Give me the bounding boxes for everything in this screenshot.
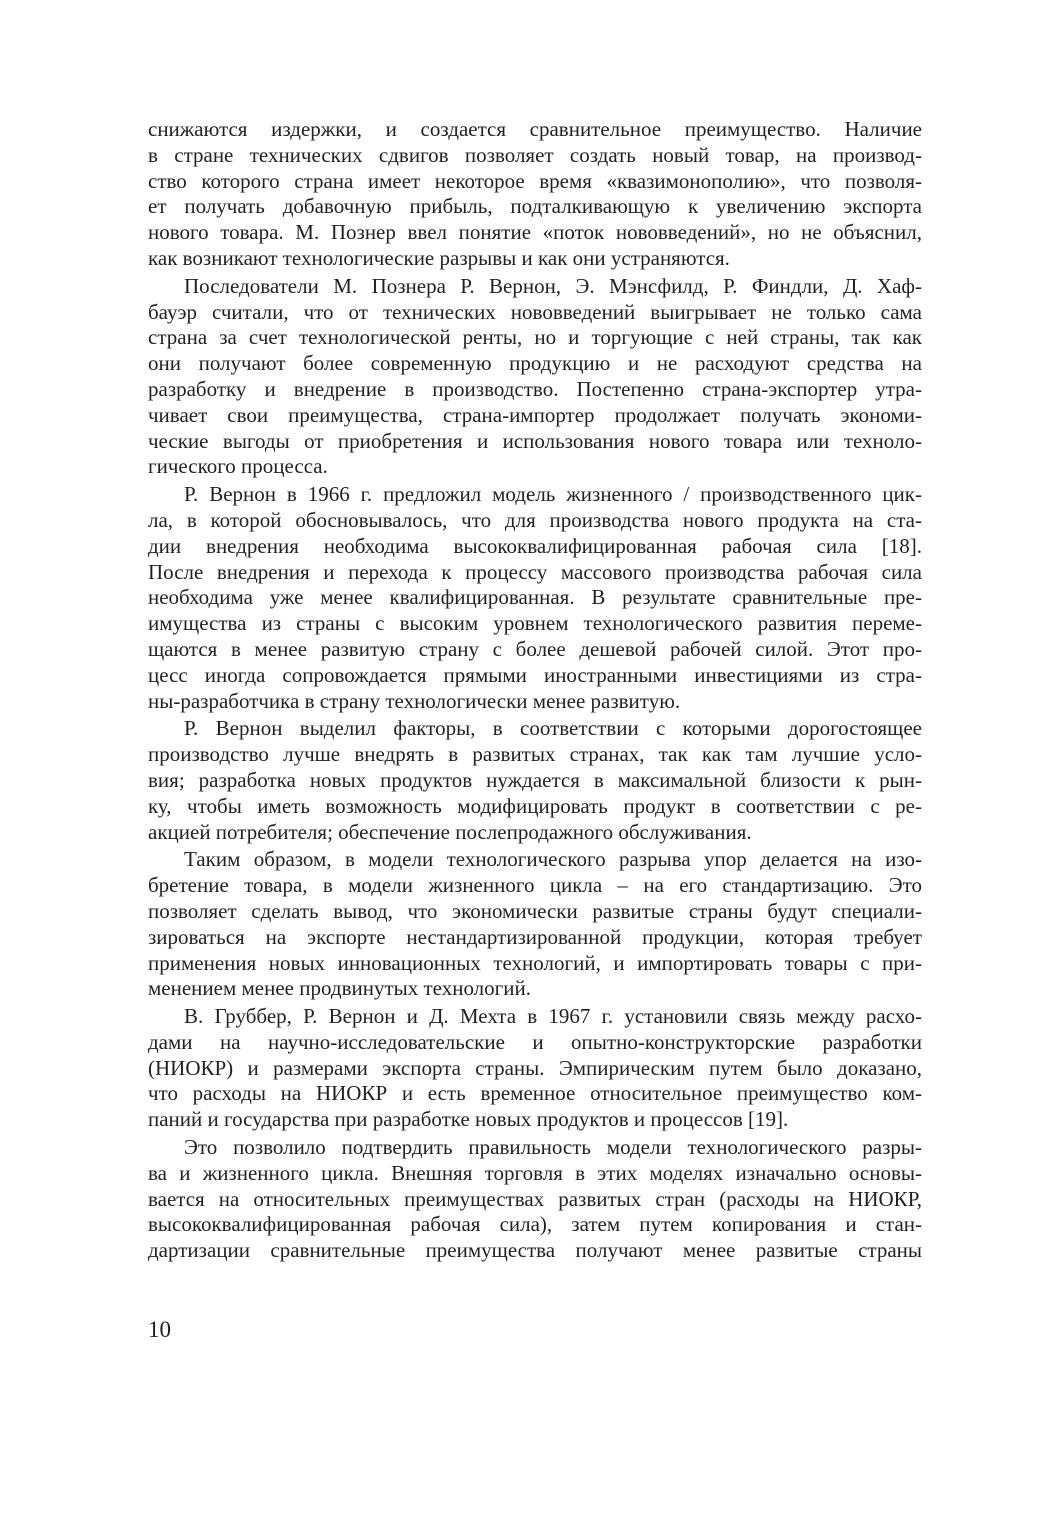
text-line: (НИОКР) и размерами экспорта страны. Эмпирическим путем было доказано, [148, 1055, 922, 1080]
text-line: ва и жизненного цикла. Внешняя торговля в этих моделях изначально основы- [148, 1160, 922, 1185]
text-line: как возникают технологические разрывы и как они устраняются. [148, 245, 730, 270]
text-line: менением менее продвинутых технологий. [148, 976, 531, 1001]
text-line: бретение товара, в модели жизненного цикла – на его стандартизацию. Это [148, 873, 922, 898]
text-line: ны-разработчика в страну технологически менее развитую. [148, 688, 681, 713]
paragraph-1 [148, 117, 922, 272]
text-line: Таким образом, в модели технологического разрыва упор делается на изо- [184, 847, 922, 872]
text-line: цесс иногда сопровождается прямыми иностранными инвестициями из стра- [148, 662, 922, 687]
text-line: гического процесса. [148, 454, 328, 479]
paragraph-3 [148, 482, 922, 714]
text-line: ет получать добавочную прибыль, подталкивающую к увеличению экспорта [148, 194, 922, 219]
text-line: дами на научно-исследовательские и опытно-конструкторские разработки [148, 1029, 922, 1054]
text-line: что расходы на НИОКР и есть временное относительное преимущество ком- [148, 1081, 922, 1106]
text-line: акцией потребителя; обеспечение послепродажного обслуживания. [148, 819, 752, 844]
text-line: вается на относительных преимуществах развитых стран (расходы на НИОКР, [148, 1186, 922, 1211]
text-line: Последователи М. Познера Р. Вернон, Э. Мэнсфилд, Р. Финдли, Д. Хаф- [184, 273, 922, 298]
text-line: После внедрения и перехода к процессу массового производства рабочая сила [148, 559, 922, 584]
text-line: производство лучше внедрять в развитых странах, так как там лучшие усло- [148, 742, 922, 767]
paragraph-6 [148, 1004, 922, 1133]
paragraph-4 [148, 716, 922, 845]
text-line: ла, в которой обосновывалось, что для производства нового продукта на ста- [148, 507, 922, 532]
text-line: бауэр считали, что от технических нововведений выигрывает не только сама [148, 299, 922, 324]
text-line: щаются в менее развитую страну с более дешевой рабочей силой. Этот про- [148, 636, 922, 661]
text-line: снижаются издержки, и создается сравнительное преимущество. Наличие [148, 117, 922, 141]
text-line: вия; разработка новых продуктов нуждается в максимальной близости к рын- [148, 767, 922, 792]
text-line: В. Груббер, Р. Вернон и Д. Мехта в 1967 г. установили связь между расхо- [184, 1004, 922, 1029]
paragraph-7 [148, 1135, 922, 1264]
paragraph-5 [148, 847, 922, 1002]
text-line: ку, чтобы иметь возможность модифицировать продукт в соответствии с ре- [148, 793, 922, 818]
text-line: зироваться на экспорте нестандартизированной продукции, которая требует [148, 924, 922, 949]
paragraph-2 [148, 274, 922, 480]
text-line: в стране технических сдвигов позволяет создать новый товар, на производ- [148, 142, 922, 167]
text-line: имущества из страны с высоким уровнем технологического развития переме- [148, 611, 922, 636]
text-line: высококвалифицированная рабочая сила), затем путем копирования и стан- [148, 1212, 922, 1237]
text-line: Р. Вернон выделил факторы, в соответствии с которыми дорогостоящее [184, 716, 922, 741]
text-line: ство которого страна имеет некоторое время «квазимонополию», что позволя- [148, 168, 922, 193]
text-line: Это позволило подтвердить правильность модели технологического разры- [184, 1135, 922, 1160]
text-line: нового товара. М. Познер ввел понятие «поток нововведений», но не объяснил, [148, 220, 922, 245]
text-line: применения новых инновационных технологий, и импортировать товары с при- [148, 950, 922, 975]
text-line: позволяет сделать вывод, что экономически развитые страны будут специали- [148, 898, 922, 923]
page-number: 10 [148, 1317, 171, 1342]
text-line: Р. Вернон в 1966 г. предложил модель жизненного / производственного цик- [184, 482, 922, 507]
text-line: необходима уже менее квалифицированная. В результате сравнительные пре- [148, 585, 922, 610]
text-line: паний и государства при разработке новых продуктов и процессов [19]. [148, 1107, 789, 1132]
text-line: дии внедрения необходима высококвалифицированная рабочая сила [18]. [148, 533, 922, 558]
text-line: они получают более современную продукцию и не расходуют средства на [148, 351, 922, 376]
text-line: чивает свои преимущества, страна-импортер продолжает получать экономи- [148, 402, 922, 427]
page-body [148, 117, 922, 1264]
text-line: дартизации сравнительные преимущества получают менее развитые страны [148, 1238, 922, 1263]
text-line: ческие выгоды от приобретения и использования нового товара или техноло- [148, 428, 922, 453]
text-line: страна за счет технологической ренты, но и торгующие с ней страны, так как [148, 325, 922, 350]
text-line: разработку и внедрение в производство. Постепенно страна-экспортер утра- [148, 376, 922, 401]
